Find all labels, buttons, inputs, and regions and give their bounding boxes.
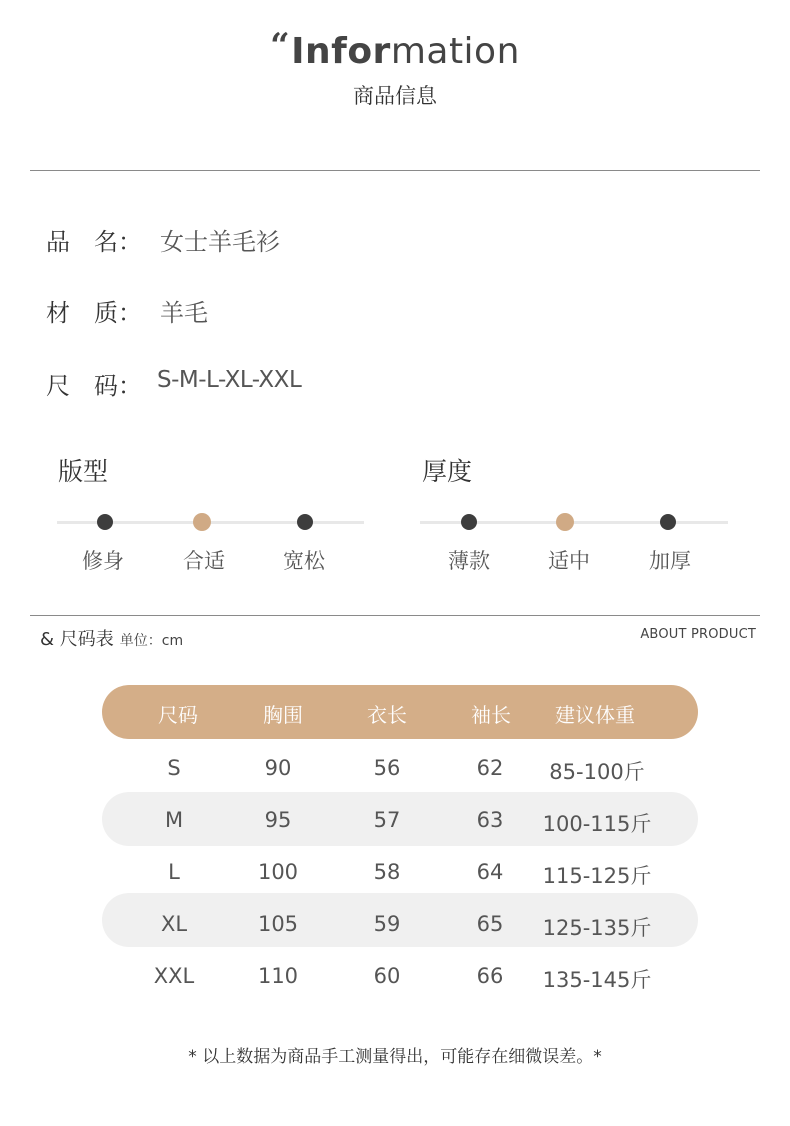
page-title bbox=[0, 26, 790, 72]
table-cell-length: 56 bbox=[373, 756, 401, 780]
size-chart-unit: 单位：cm bbox=[119, 633, 184, 649]
table-cell-weight: 125-135斤 bbox=[542, 916, 652, 940]
table-cell-sleeve: 64 bbox=[476, 860, 504, 884]
fit-scale-title: 版型 bbox=[58, 457, 109, 486]
thickness-option-dot bbox=[660, 514, 676, 530]
table-cell-length: 58 bbox=[373, 860, 401, 884]
thickness-option-label: 加厚 bbox=[649, 549, 691, 573]
thickness-option-dot bbox=[461, 514, 477, 530]
title-light-part: mation bbox=[390, 31, 520, 72]
table-cell-chest: 100 bbox=[257, 860, 299, 884]
fit-option-dot bbox=[297, 514, 313, 530]
section-divider bbox=[30, 615, 760, 616]
material-value: 羊毛 bbox=[160, 299, 208, 327]
table-cell-chest: 95 bbox=[264, 808, 292, 832]
quote-mark: “ bbox=[270, 26, 291, 66]
thickness-scale-title: 厚度 bbox=[422, 457, 473, 486]
fit-option-label: 修身 bbox=[82, 549, 124, 573]
table-cell-weight: 85-100斤 bbox=[549, 760, 645, 784]
table-cell-weight: 135-145斤 bbox=[542, 968, 652, 992]
table-header-cell: 衣长 bbox=[367, 703, 407, 727]
material-label: 材 质： bbox=[46, 299, 142, 327]
table-cell-weight: 115-125斤 bbox=[542, 864, 652, 888]
table-cell-sleeve: 62 bbox=[476, 756, 504, 780]
product-name-label: 品 名： bbox=[46, 228, 142, 256]
header-divider bbox=[30, 170, 760, 171]
size-chart-title bbox=[40, 625, 183, 651]
table-cell-chest: 105 bbox=[257, 912, 299, 936]
fit-option-dot bbox=[193, 513, 211, 531]
table-cell-chest: 90 bbox=[264, 756, 292, 780]
table-header-cell: 胸围 bbox=[263, 703, 303, 727]
table-cell-length: 59 bbox=[373, 912, 401, 936]
table-cell-size: M bbox=[164, 808, 184, 832]
table-cell-sleeve: 65 bbox=[476, 912, 504, 936]
table-cell-chest: 110 bbox=[257, 964, 299, 988]
page-subtitle: 商品信息 bbox=[353, 84, 437, 108]
title-bold-part: Infor bbox=[291, 31, 391, 72]
table-cell-length: 57 bbox=[373, 808, 401, 832]
table-header-cell: 建议体重 bbox=[555, 703, 635, 727]
table-cell-size: XXL bbox=[153, 964, 195, 988]
table-cell-size: S bbox=[167, 756, 181, 780]
size-value: S-M-L-XL-XXL bbox=[157, 367, 302, 393]
table-cell-length: 60 bbox=[373, 964, 401, 988]
table-header-cell: 袖长 bbox=[471, 703, 511, 727]
table-cell-size: L bbox=[168, 860, 180, 884]
table-cell-sleeve: 66 bbox=[476, 964, 504, 988]
table-cell-size: XL bbox=[160, 912, 188, 936]
table-header-cell: 尺码 bbox=[158, 703, 198, 727]
table-cell-weight: 100-115斤 bbox=[542, 812, 652, 836]
fit-option-dot bbox=[97, 514, 113, 530]
fit-option-label: 宽松 bbox=[283, 549, 325, 573]
fit-option-label: 合适 bbox=[183, 549, 225, 573]
product-name-value: 女士羊毛衫 bbox=[160, 228, 280, 256]
size-chart-title-text: & 尺码表 bbox=[40, 629, 114, 650]
about-product-label: ABOUT PRODUCT bbox=[640, 627, 756, 642]
thickness-option-label: 薄款 bbox=[448, 549, 490, 573]
thickness-option-label: 适中 bbox=[548, 549, 590, 573]
measurement-footnote: * 以上数据为商品手工测量得出，可能存在细微误差。* bbox=[188, 1047, 602, 1067]
thickness-option-dot bbox=[556, 513, 574, 531]
table-cell-sleeve: 63 bbox=[476, 808, 504, 832]
size-label: 尺 码： bbox=[46, 372, 142, 400]
